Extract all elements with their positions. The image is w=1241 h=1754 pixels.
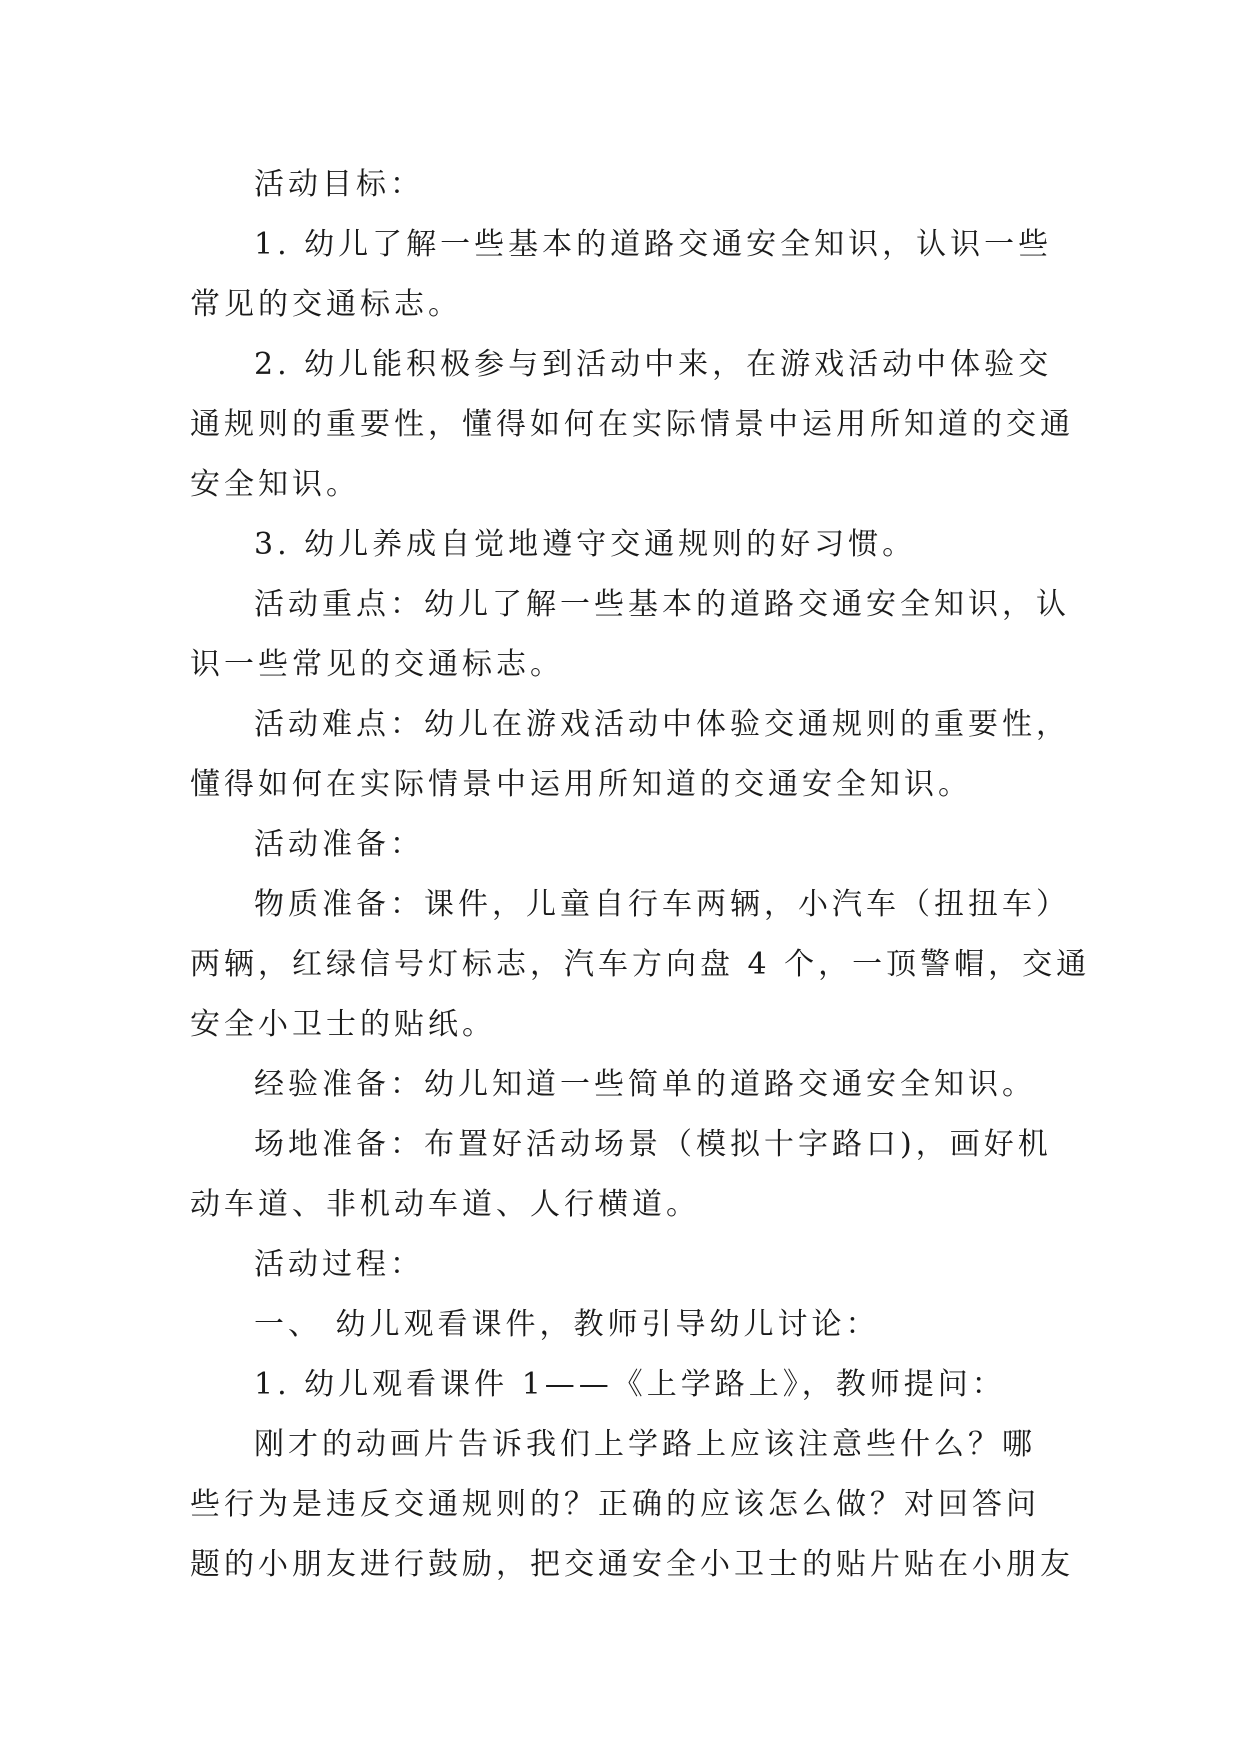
text-line: 场地准备：布置好活动场景（模拟十字路口)，画好机 xyxy=(254,1127,1052,1162)
text-line: 物质准备：课件，儿童自行车两辆，小汽车（扭扭车） xyxy=(254,887,1070,922)
text-line: 1. 幼儿了解一些基本的道路交通安全知识，认识一些 xyxy=(254,227,1053,262)
text-line: 懂得如何在实际情景中运用所知道的交通安全知识。 xyxy=(190,767,972,802)
text-line: 经验准备：幼儿知道一些简单的道路交通安全知识。 xyxy=(254,1067,1036,1102)
text-line: 安全知识。 xyxy=(190,467,360,502)
text-line: 通规则的重要性，懂得如何在实际情景中运用所知道的交通 xyxy=(190,407,1074,442)
document-body xyxy=(190,155,1091,1595)
text-line: 2. 幼儿能积极参与到活动中来，在游戏活动中体验交 xyxy=(254,347,1053,382)
section-heading-goals: 活动目标： xyxy=(254,167,424,202)
text-line: 活动难点：幼儿在游戏活动中体验交通规则的重要性， xyxy=(254,707,1070,742)
section-heading-preparation: 活动准备： xyxy=(254,827,424,862)
text-line: 两辆，红绿信号灯标志，汽车方向盘 4 个，一顶警帽，交通 xyxy=(190,947,1091,982)
section-heading-process: 活动过程： xyxy=(254,1247,424,1282)
text-line: 识一些常见的交通标志。 xyxy=(190,647,564,682)
text-line: 题的小朋友进行鼓励，把交通安全小卫士的贴片贴在小朋友 xyxy=(190,1547,1074,1582)
text-line: 常见的交通标志。 xyxy=(190,287,462,322)
text-line: 活动重点：幼儿了解一些基本的道路交通安全知识，认 xyxy=(254,587,1070,622)
text-line: 刚才的动画片告诉我们上学路上应该注意些什么？哪 xyxy=(254,1427,1036,1462)
text-line: 3. 幼儿养成自觉地遵守交通规则的好习惯。 xyxy=(254,527,917,562)
text-line: 1. 幼儿观看课件 1——《上学路上》，教师提问： xyxy=(254,1367,1006,1402)
text-line: 些行为是违反交通规则的？正确的应该怎么做？对回答问 xyxy=(190,1487,1040,1522)
text-line: 一、 幼儿观看课件，教师引导幼儿讨论： xyxy=(254,1307,880,1342)
text-line: 安全小卫士的贴纸。 xyxy=(190,1007,496,1042)
text-line: 动车道、非机动车道、人行横道。 xyxy=(190,1187,700,1222)
